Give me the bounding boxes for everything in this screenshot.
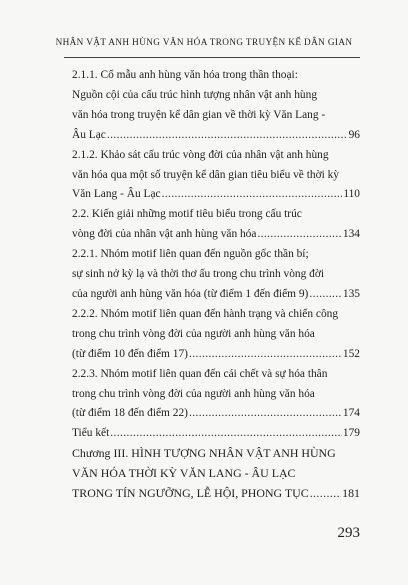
toc-entry-title: của người anh hùng văn hóa (từ điểm 1 đến điểm 9) (72, 287, 309, 300)
dot-leader (107, 126, 348, 146)
toc-page-ref: 135 (342, 287, 360, 300)
dot-leader (310, 484, 341, 504)
toc-entry-last-line (72, 285, 360, 305)
dot-leader (257, 225, 341, 245)
toc-entry-line: văn hóa qua một số truyện kể dân gian tiêu biểu về thời kỳ (72, 168, 339, 181)
toc-entry-line: 2.1.1. Cổ mẫu anh hùng văn hóa trong thần thoại: (72, 69, 298, 81)
toc-entry (72, 66, 360, 146)
toc-entry (72, 305, 360, 365)
toc-page-ref: 181 (342, 486, 360, 501)
toc-entry-title: (từ điểm 10 đến điểm 17) (72, 347, 188, 360)
header-rule (64, 57, 360, 58)
toc-entry-line: sự sinh nở kỳ lạ và thời thơ ấu trong chu trình vòng đời (72, 268, 325, 281)
toc-entry-title: Âu Lạc (72, 128, 106, 141)
toc-page-ref: 174 (342, 407, 360, 420)
toc-page-ref: 134 (342, 228, 360, 241)
toc-chapter-entry (72, 444, 360, 504)
toc-entry-last-line (72, 404, 360, 424)
toc-entry-line: trong chu trình vòng đời của người anh hùng văn hóa (72, 327, 315, 340)
toc-entry-line: Nguồn cội của cấu trúc hình tượng nhân vật anh hùng (72, 88, 318, 101)
toc-page-ref: 110 (343, 188, 360, 201)
toc-entry (72, 245, 360, 305)
dot-leader (110, 424, 342, 444)
toc-entry (72, 146, 360, 206)
toc-entry-title: vòng đời của nhân vật anh hùng văn hóa (72, 228, 257, 241)
toc-page-ref: 179 (342, 427, 360, 440)
toc-entry-line: Chương III. HÌNH TƯỢNG NHÂN VẬT ANH HÙNG (72, 446, 336, 461)
toc-entry-last-line (72, 345, 360, 365)
toc-entry-line: 2.2.3. Nhóm motif liên quan đến cái chết và sự hóa thân (72, 367, 328, 380)
toc-entry-line: VĂN HÓA THỜI KỲ VĂN LANG - ÂU LẠC (72, 466, 296, 481)
toc-entry-title: Văn Lang - Âu Lạc (72, 188, 161, 201)
toc-entry-title: TRONG TÍN NGƯỠNG, LỄ HỘI, PHONG TỤC (72, 486, 309, 501)
toc-entry (72, 424, 360, 444)
dot-leader (162, 185, 343, 205)
page-number: 293 (337, 525, 360, 541)
dot-leader (189, 345, 342, 365)
toc-entry-line: 2.2.2. Nhóm motif liên quan đến hành trạng và chiến công (72, 307, 339, 320)
toc-entry (72, 365, 360, 425)
toc-entry-last-line (72, 185, 360, 205)
toc-entry-line: 2.2. Kiến giải những motif tiêu biểu trong cấu trúc (72, 208, 302, 221)
dot-leader (189, 404, 342, 424)
toc-entry-title: (từ điểm 18 đến điểm 22) (72, 407, 188, 420)
toc-entry-line: 2.2.1. Nhóm motif liên quan đến nguồn gốc thần bí; (72, 248, 309, 261)
toc-entry-last-line (72, 424, 360, 444)
running-header: NHÂN VẬT ANH HÙNG VĂN HÓA TRONG TRUYỆN KỂ DÂN GIAN (55, 37, 353, 47)
toc-entry-line: trong chu trình vòng đời của người anh hùng văn hóa (72, 387, 315, 400)
table-of-contents (72, 66, 360, 504)
toc-entry-last-line (72, 484, 360, 504)
toc-entry-title: Tiểu kết (72, 427, 110, 440)
dot-leader (309, 285, 342, 305)
toc-page-ref: 152 (342, 347, 360, 360)
toc-page-ref: 96 (348, 128, 360, 141)
toc-entry (72, 205, 360, 245)
toc-entry-last-line (72, 126, 360, 146)
toc-entry-line: 2.1.2. Khảo sát cấu trúc vòng đời của nhân vật anh hùng (72, 148, 329, 161)
toc-entry-line: văn hóa trong truyện kể dân gian về thời kỳ Văn Lang - (72, 108, 326, 121)
toc-entry-last-line (72, 225, 360, 245)
